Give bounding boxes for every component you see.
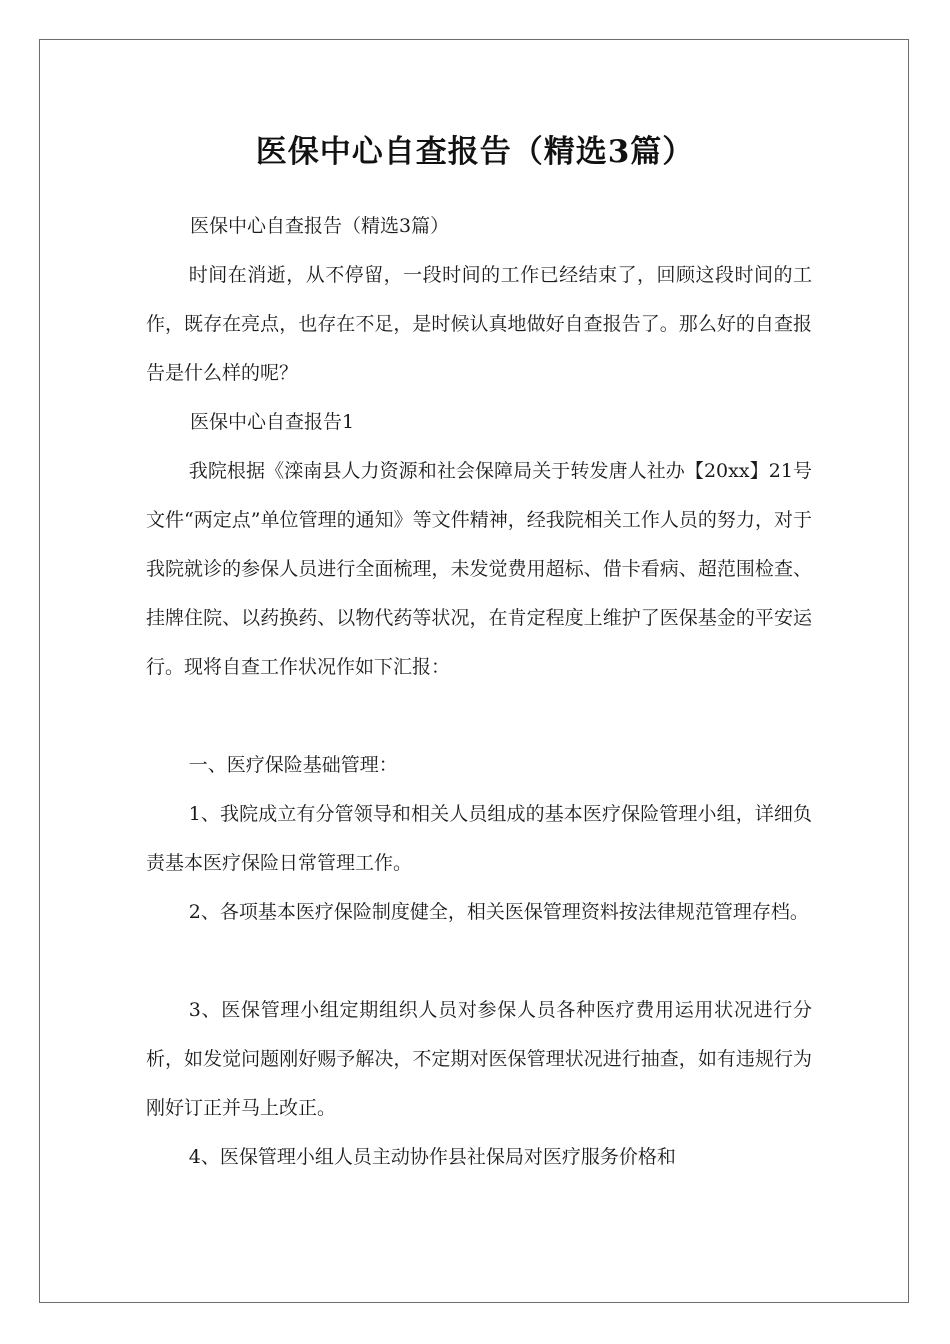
section-heading-basic-management: 一、医疗保险基础管理：	[188, 754, 398, 776]
intro-paragraph: 时间在消逝，从不停留，一段时间的工作已经结束了，回顾这段时间的工作，既存在亮点，也存在不足，是时候认真地做好自查报告了。那么好的自查报告是什么样的呢？	[146, 264, 812, 384]
report-1-paragraph: 我院根据《滦南县人力资源和社会保障局关于转发唐人社办【20xx】21号文件“两定点”单位管理的通知》等文件精神，经我院相关工作人员的努力，对于我院就诊的参保人员进行全面梳理，未发觉费用超标、借卡看病、超范围检查、挂牌住院、以药换药、以物代药等状况，在肯定程度上维护了医保基金的平安运行。现将自查工作状况作如下汇报：	[146, 460, 812, 678]
subtitle-paragraph: 医保中心自查报告（精选3篇）	[190, 215, 450, 237]
section-heading-report-1: 医保中心自查报告1	[190, 411, 355, 433]
item-4-paragraph: 4、医保管理小组人员主动协作县社保局对医疗服务价格和	[188, 1146, 676, 1168]
item-2-paragraph: 2、各项基本医疗保险制度健全，相关医保管理资料按法律规范管理存档。	[188, 901, 809, 923]
item-1-paragraph: 1、我院成立有分管领导和相关人员组成的基本医疗保险管理小组，详细负责基本医疗保险日常管理工作。	[146, 803, 812, 874]
item-3-paragraph: 3、医保管理小组定期组织人员对参保人员各种医疗费用运用状况进行分析，如发觉问题刚好赐予解决，不定期对医保管理状况进行抽查，如有违规行为刚好订正并马上改正。	[146, 999, 812, 1119]
document-title: 医保中心自查报告（精选3篇）	[255, 134, 695, 170]
